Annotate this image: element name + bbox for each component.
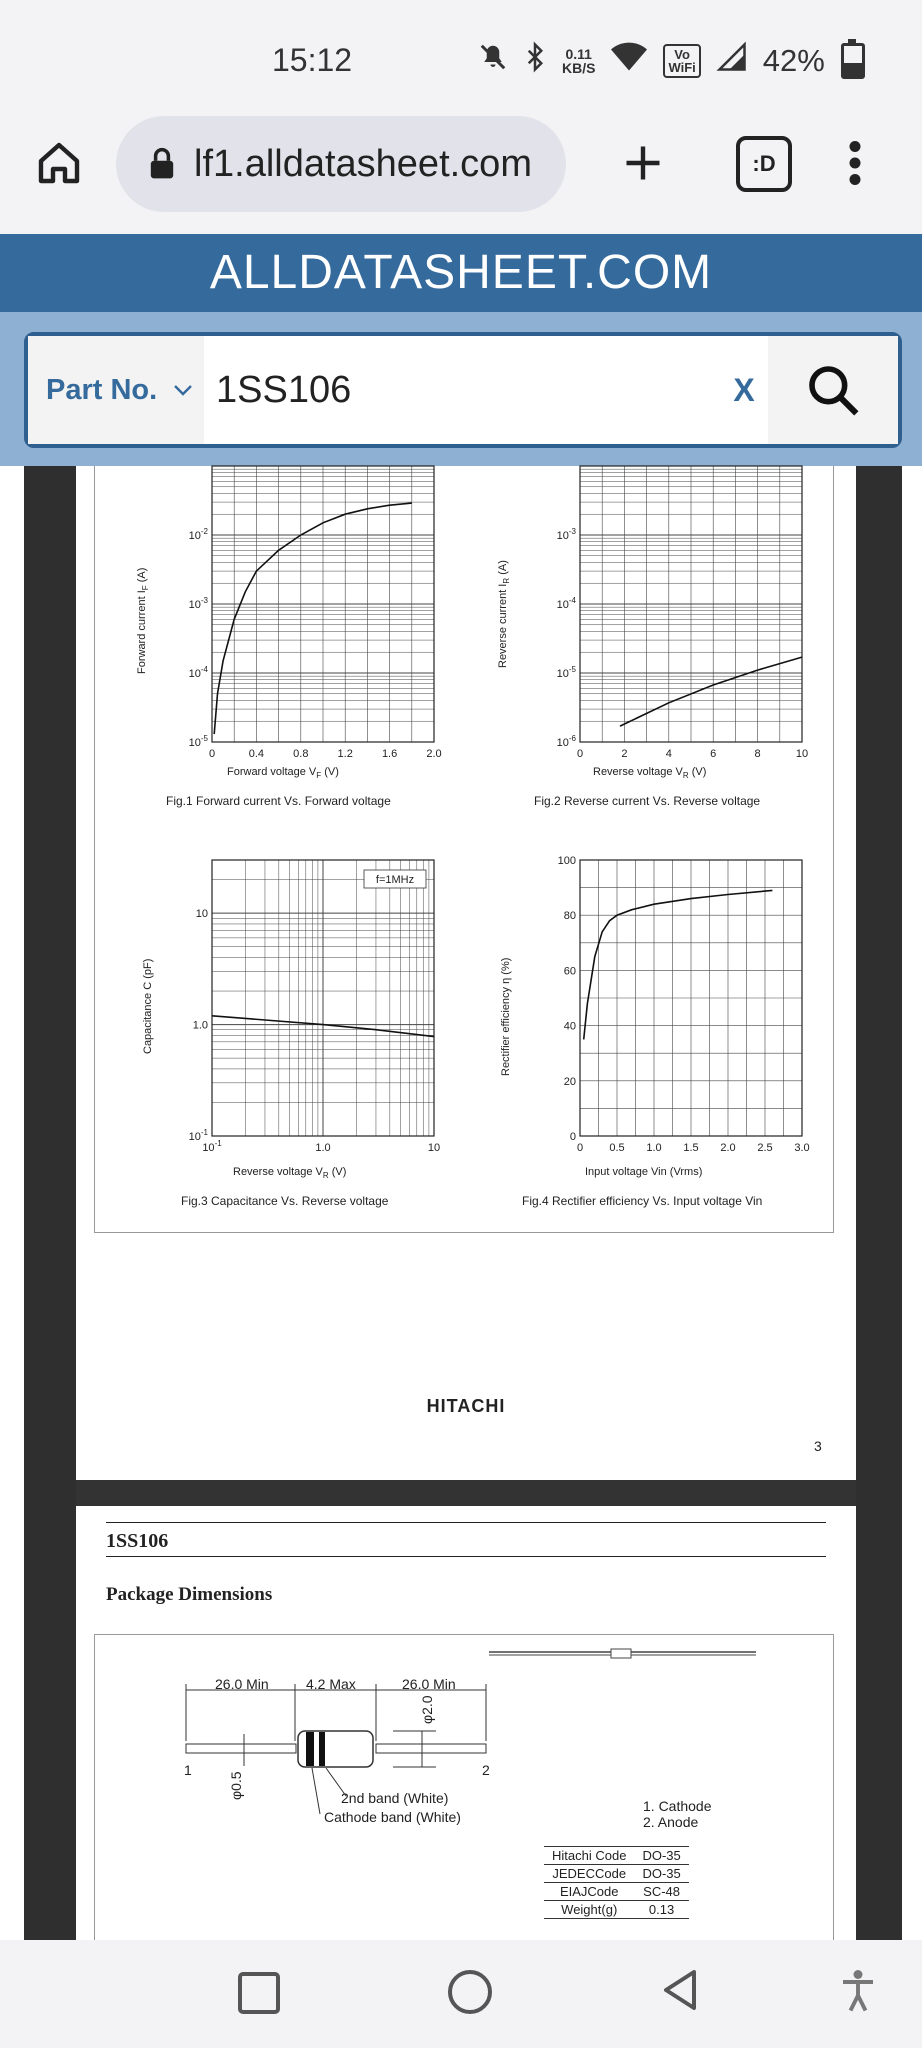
search-icon [805, 362, 861, 418]
mute-icon [478, 42, 508, 80]
signal-icon [717, 42, 747, 80]
system-nav-bar [0, 1940, 922, 2048]
tick-label: 8 [754, 748, 761, 760]
fig3-caption: Fig.3 Capacitance Vs. Reverse voltage [181, 1194, 389, 1208]
battery-icon [841, 43, 865, 79]
tick-label: $10^{-5}$ [188, 734, 208, 749]
pin2-label: 2 [482, 1762, 490, 1778]
table-cell: JEDECCode [544, 1865, 634, 1883]
table-row [544, 1883, 689, 1901]
part-selector-label: Part No. [46, 373, 158, 406]
section-heading: Package Dimensions [106, 1584, 273, 1605]
table-cell: DO-35 [634, 1847, 688, 1865]
package-drawing [76, 1506, 856, 1940]
fig4-ylabel: Rectifier efficiency η (%) [500, 957, 512, 1076]
legend-label: f=1MHz [375, 874, 415, 886]
table-row [544, 1847, 689, 1865]
tick-label: 2.5 [757, 1142, 773, 1154]
tick-label: 10 [795, 748, 809, 760]
brand-logo: HITACHI [426, 1396, 506, 1416]
band2-label: 2nd band (White) [341, 1790, 449, 1806]
page-number: 3 [814, 1438, 822, 1454]
search-button[interactable] [768, 336, 898, 444]
site-logo[interactable]: ALLDATASHEET.COM [0, 234, 922, 312]
browser-toolbar [0, 110, 922, 234]
table-cell: SC-48 [634, 1883, 688, 1901]
tick-label: 1.0 [646, 1142, 662, 1154]
dim-lead-dia: φ0.5 [228, 1771, 244, 1800]
fig2-ylabel: Reverse current $I_R$ (A) [497, 560, 512, 668]
tick-label: 2.0 [720, 1142, 736, 1154]
recents-button[interactable] [238, 1972, 280, 2014]
home-icon[interactable] [30, 134, 88, 192]
tick-label: 80 [563, 910, 576, 923]
search-input[interactable]: 1SS106 [216, 369, 352, 411]
fig2-plot [546, 466, 809, 760]
cathode-band-label: Cathode band (White) [324, 1809, 461, 1825]
fig4-xlabel: Input voltage Vin (Vrms) [585, 1166, 703, 1178]
tick-label: 100 [557, 855, 576, 867]
tick-label: $10^{-4}$ [188, 665, 208, 680]
tick-label: 1.0 [315, 1142, 331, 1154]
battery-percent: 42% [762, 43, 825, 78]
bluetooth-icon [524, 42, 546, 80]
part-header: 1SS106 [106, 1530, 169, 1552]
fig4-plot [546, 855, 810, 1154]
clear-button[interactable]: X [733, 372, 755, 408]
home-button[interactable] [448, 1970, 492, 2014]
search-band [0, 312, 922, 466]
tick-label: $10^{-5}$ [556, 665, 576, 680]
lock-icon [148, 148, 176, 180]
tick-label: 6 [710, 748, 717, 760]
status-bar [0, 0, 922, 110]
pin1-label: 1 [184, 1762, 192, 1778]
tick-label: 1.2 [337, 748, 353, 760]
tick-label: $10^{-2}$ [188, 527, 208, 542]
table-row [544, 1865, 689, 1883]
tick-label: 1.5 [683, 1142, 699, 1154]
menu-icon[interactable] [840, 134, 870, 192]
tabs-icon[interactable]: :D [736, 136, 792, 192]
new-tab-icon[interactable] [614, 134, 672, 192]
table-cell: EIAJCode [544, 1883, 634, 1901]
fig1-ylabel: Forward current $I_F$ (A) [136, 567, 151, 674]
back-button[interactable] [660, 1968, 700, 2012]
fig4-caption: Fig.4 Rectifier efficiency Vs. Input voltage Vin [522, 1194, 763, 1208]
dim-lead-right: 26.0 Min [402, 1676, 456, 1692]
clock: 15:12 [272, 42, 353, 78]
tick-label: 40 [563, 1020, 576, 1033]
tick-label: $10^{-1}$ [202, 1139, 222, 1154]
tick-label: 0 [208, 748, 216, 760]
tick-label: 2.0 [426, 748, 442, 760]
tick-label: $10^{-3}$ [556, 527, 576, 542]
note-cathode: 1. Cathode [643, 1798, 712, 1814]
tick-label: 60 [563, 965, 576, 978]
dim-body-dia: φ2.0 [419, 1695, 435, 1724]
tick-label: 0 [576, 748, 584, 760]
tick-label: 2 [621, 748, 628, 760]
tick-label: 0.5 [609, 1142, 625, 1154]
tick-label: $10^{-1}$ [188, 1128, 208, 1143]
dim-body: 4.2 Max [306, 1676, 356, 1692]
tick-label: 10 [427, 1142, 441, 1154]
tick-label: 1.6 [381, 748, 398, 760]
fig1-plot [178, 466, 442, 760]
url-text: lf1.alldatasheet.com [194, 142, 532, 185]
fig3-ylabel: Capacitance C (pF) [142, 958, 154, 1054]
fig3-xlabel: Reverse voltage $V_R$ (V) [233, 1166, 347, 1181]
dim-lead-left: 26.0 Min [215, 1676, 269, 1692]
table-cell: 0.13 [634, 1901, 688, 1919]
tick-label: $10^{-3}$ [188, 596, 208, 611]
wifi-icon [611, 42, 647, 80]
part-selector[interactable] [28, 336, 204, 444]
fig2-xlabel: Reverse voltage $V_R$ (V) [593, 766, 707, 781]
tick-label: 1.0 [192, 1019, 208, 1032]
tick-label: 20 [563, 1075, 576, 1088]
vowifi-icon: Vo WiFi [663, 44, 700, 78]
table-cell: Weight(g) [544, 1901, 634, 1919]
table-row [544, 1901, 689, 1919]
page-gap [76, 1480, 856, 1506]
tick-label: 10 [195, 908, 208, 921]
fig1-xlabel: Forward voltage $V_F$ (V) [227, 766, 339, 781]
address-bar[interactable] [116, 116, 566, 212]
chevron-down-icon [173, 383, 193, 397]
table-cell: DO-35 [634, 1865, 688, 1883]
search-box [24, 332, 902, 448]
tick-label: 0 [576, 1142, 584, 1154]
table-cell: Hitachi Code [544, 1847, 634, 1865]
tick-label: 0 [569, 1131, 576, 1143]
tick-label: 4 [665, 748, 672, 760]
datasheet-page-3 [76, 466, 856, 1480]
tick-label: 0.4 [248, 748, 265, 760]
datasheet-page-4 [76, 1506, 856, 1940]
accessibility-icon[interactable] [840, 1968, 876, 2014]
note-anode: 2. Anode [643, 1814, 699, 1830]
fig3-plot [178, 860, 441, 1154]
series-line [584, 890, 773, 1039]
fig2-caption: Fig.2 Reverse current Vs. Reverse voltage [534, 794, 761, 808]
tick-label: 3.0 [794, 1142, 810, 1154]
package-code-table [544, 1846, 689, 1919]
fig1-caption: Fig.1 Forward current Vs. Forward voltage [166, 794, 391, 808]
status-icons [478, 40, 865, 82]
series-line [214, 503, 412, 734]
net-speed: 0.11 KB/S [562, 46, 596, 76]
tick-label: 0.8 [293, 748, 309, 760]
tick-label: $10^{-4}$ [556, 596, 576, 611]
tick-label: $10^{-6}$ [556, 734, 576, 749]
